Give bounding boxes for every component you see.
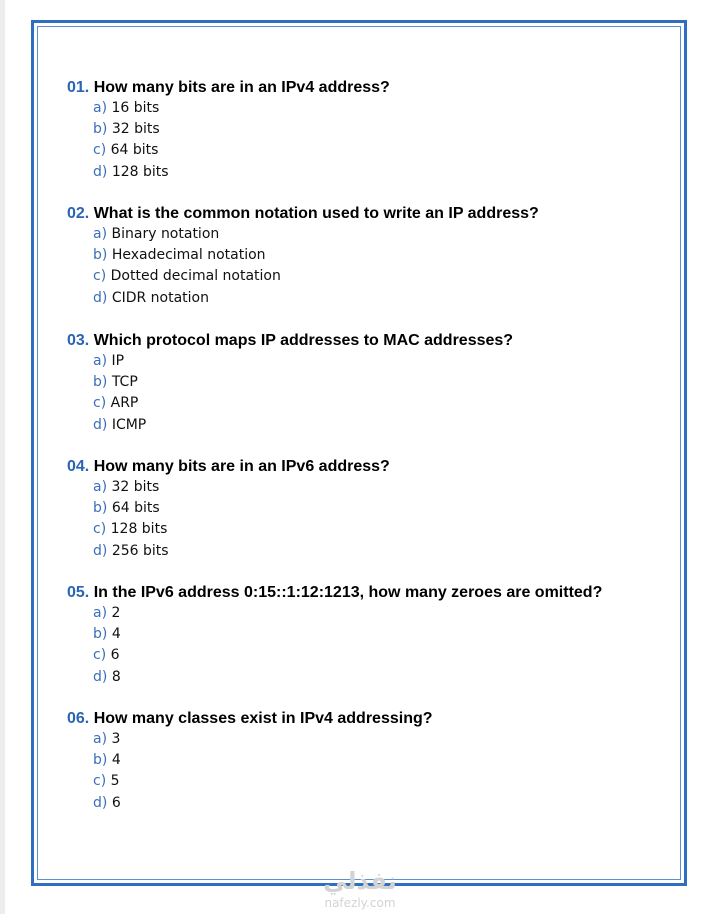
option-list bbox=[67, 477, 667, 562]
option-letter: b) bbox=[93, 752, 108, 769]
option-d bbox=[67, 667, 667, 688]
watermark-logo: نفذلي bbox=[323, 867, 397, 895]
question-text: How many classes exist in IPv4 addressing? bbox=[93, 710, 433, 727]
question-text: In the IPv6 address 0:15::1:12:1213, how many zeroes are omitted? bbox=[93, 584, 603, 601]
option-letter: d) bbox=[93, 794, 108, 811]
question-heading bbox=[67, 78, 667, 98]
option-text: Dotted decimal notation bbox=[110, 268, 281, 285]
question-number: 04. bbox=[67, 458, 90, 475]
question-5 bbox=[67, 583, 667, 688]
option-letter: a) bbox=[93, 353, 108, 369]
option-d bbox=[67, 415, 667, 436]
watermark-site: nafezly.com bbox=[324, 896, 396, 910]
option-text: 16 bits bbox=[111, 100, 160, 116]
option-d bbox=[67, 541, 667, 562]
option-b bbox=[67, 624, 667, 645]
option-list bbox=[67, 603, 667, 688]
option-text: 6 bbox=[111, 794, 121, 811]
question-number: 05. bbox=[67, 584, 90, 601]
option-text: 6 bbox=[110, 647, 120, 664]
option-letter: d) bbox=[93, 668, 108, 685]
option-letter: a) bbox=[93, 731, 108, 747]
option-text: TCP bbox=[111, 374, 138, 391]
question-heading bbox=[67, 204, 667, 224]
option-text: IP bbox=[111, 353, 125, 369]
option-c bbox=[67, 645, 667, 666]
option-c bbox=[67, 140, 667, 161]
option-list bbox=[67, 98, 667, 183]
option-text: CIDR notation bbox=[111, 289, 209, 306]
option-text: 32 bits bbox=[111, 479, 160, 495]
option-a bbox=[67, 224, 667, 245]
option-b bbox=[67, 498, 667, 519]
option-letter: a) bbox=[93, 100, 108, 116]
option-d bbox=[67, 793, 667, 814]
option-b bbox=[67, 750, 667, 771]
option-text: 64 bits bbox=[111, 500, 160, 517]
watermark bbox=[0, 866, 720, 910]
option-b bbox=[67, 245, 667, 266]
option-a bbox=[67, 729, 667, 750]
question-4 bbox=[67, 457, 667, 562]
question-heading bbox=[67, 709, 667, 729]
question-1 bbox=[67, 78, 667, 183]
question-number: 02. bbox=[67, 205, 90, 222]
option-letter: c) bbox=[93, 647, 107, 664]
option-list bbox=[67, 729, 667, 814]
option-letter: b) bbox=[93, 247, 108, 264]
question-number: 03. bbox=[67, 332, 90, 349]
option-d bbox=[67, 162, 667, 183]
option-d bbox=[67, 288, 667, 309]
option-text: 5 bbox=[110, 773, 120, 790]
option-c bbox=[67, 771, 667, 792]
option-letter: d) bbox=[93, 289, 108, 306]
option-text: 4 bbox=[111, 626, 121, 643]
option-text: Binary notation bbox=[111, 226, 220, 242]
option-text: Hexadecimal notation bbox=[111, 247, 266, 264]
option-text: 64 bits bbox=[110, 142, 159, 159]
option-letter: c) bbox=[93, 142, 107, 159]
question-6 bbox=[67, 709, 667, 814]
option-list bbox=[67, 351, 667, 436]
option-letter: c) bbox=[93, 521, 107, 538]
option-text: 128 bits bbox=[110, 521, 168, 538]
option-c bbox=[67, 266, 667, 287]
question-text: Which protocol maps IP addresses to MAC addresses? bbox=[93, 332, 514, 349]
option-letter: b) bbox=[93, 626, 108, 643]
option-letter: d) bbox=[93, 416, 108, 433]
option-letter: d) bbox=[93, 542, 108, 559]
question-number: 06. bbox=[67, 710, 90, 727]
option-letter: b) bbox=[93, 500, 108, 517]
option-b bbox=[67, 119, 667, 140]
question-number: 01. bbox=[67, 79, 90, 96]
option-letter: a) bbox=[93, 479, 108, 495]
option-a bbox=[67, 351, 667, 372]
question-text: How many bits are in an IPv4 address? bbox=[93, 79, 390, 96]
option-text: ICMP bbox=[111, 416, 147, 433]
question-text: How many bits are in an IPv6 address? bbox=[93, 458, 390, 475]
option-letter: b) bbox=[93, 374, 108, 391]
option-text: 32 bits bbox=[111, 121, 160, 138]
option-text: 128 bits bbox=[111, 163, 169, 180]
option-text: 4 bbox=[111, 752, 121, 769]
option-text: 8 bbox=[111, 668, 121, 685]
page-left-edge bbox=[0, 0, 5, 914]
question-text: What is the common notation used to write an IP address? bbox=[93, 205, 539, 222]
option-text: 2 bbox=[111, 605, 121, 621]
option-b bbox=[67, 372, 667, 393]
option-a bbox=[67, 477, 667, 498]
question-2 bbox=[67, 204, 667, 309]
option-letter: a) bbox=[93, 605, 108, 621]
question-heading bbox=[67, 583, 667, 603]
question-3 bbox=[67, 331, 667, 436]
option-c bbox=[67, 519, 667, 540]
option-list bbox=[67, 224, 667, 309]
question-heading bbox=[67, 457, 667, 477]
option-letter: c) bbox=[93, 773, 107, 790]
option-letter: a) bbox=[93, 226, 108, 242]
option-text: 3 bbox=[111, 731, 121, 747]
option-c bbox=[67, 393, 667, 414]
option-letter: c) bbox=[93, 268, 107, 285]
question-heading bbox=[67, 331, 667, 351]
option-letter: c) bbox=[93, 395, 107, 412]
option-letter: b) bbox=[93, 121, 108, 138]
option-a bbox=[67, 98, 667, 119]
option-letter: d) bbox=[93, 163, 108, 180]
option-text: ARP bbox=[110, 395, 139, 412]
option-text: 256 bits bbox=[111, 542, 169, 559]
option-a bbox=[67, 603, 667, 624]
